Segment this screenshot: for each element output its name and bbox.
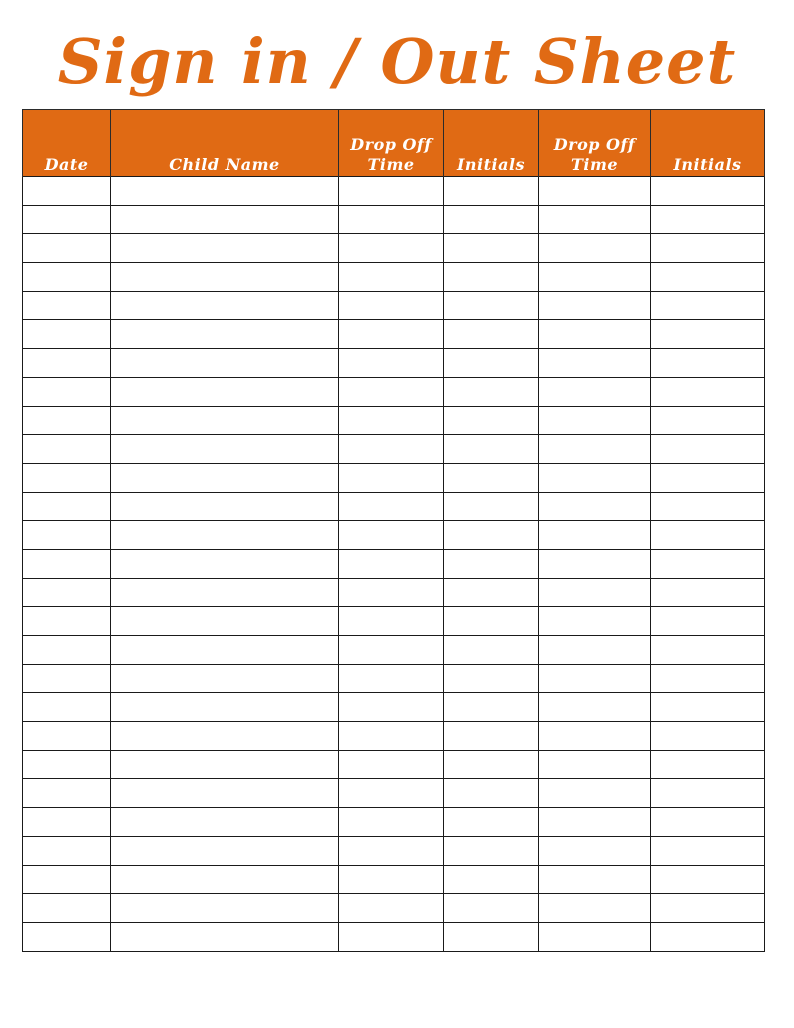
cell-pick-up-time[interactable] xyxy=(539,722,651,751)
cell-drop-off-initials[interactable] xyxy=(444,521,539,550)
cell-date[interactable] xyxy=(23,636,111,665)
cell-drop-off-initials[interactable] xyxy=(444,177,539,206)
cell-date[interactable] xyxy=(23,492,111,521)
cell-pick-up-initials[interactable] xyxy=(651,693,765,722)
header-initials-1 xyxy=(444,110,539,177)
cell-drop-off-time[interactable] xyxy=(339,435,444,464)
cell-pick-up-initials[interactable] xyxy=(651,808,765,837)
table-row xyxy=(23,779,765,808)
cell-drop-off-initials[interactable] xyxy=(444,693,539,722)
table-row xyxy=(23,549,765,578)
cell-drop-off-time[interactable] xyxy=(339,865,444,894)
cell-child-name[interactable] xyxy=(111,664,339,693)
cell-drop-off-time[interactable] xyxy=(339,177,444,206)
header-initials-2-label: Initials xyxy=(673,155,742,174)
cell-pick-up-time[interactable] xyxy=(539,549,651,578)
cell-drop-off-initials[interactable] xyxy=(444,549,539,578)
header-child-name xyxy=(111,110,339,177)
cell-date[interactable] xyxy=(23,894,111,923)
cell-date[interactable] xyxy=(23,865,111,894)
cell-pick-up-time[interactable] xyxy=(539,750,651,779)
cell-drop-off-initials[interactable] xyxy=(444,263,539,292)
cell-pick-up-time[interactable] xyxy=(539,922,651,951)
table-row xyxy=(23,894,765,923)
cell-child-name[interactable] xyxy=(111,865,339,894)
cell-pick-up-initials[interactable] xyxy=(651,291,765,320)
header-initials-2 xyxy=(651,110,765,177)
cell-drop-off-time[interactable] xyxy=(339,234,444,263)
table-row xyxy=(23,607,765,636)
table-row xyxy=(23,865,765,894)
cell-date[interactable] xyxy=(23,664,111,693)
cell-date[interactable] xyxy=(23,291,111,320)
cell-pick-up-initials[interactable] xyxy=(651,492,765,521)
cell-pick-up-time[interactable] xyxy=(539,320,651,349)
cell-child-name[interactable] xyxy=(111,377,339,406)
table-row xyxy=(23,578,765,607)
cell-pick-up-initials[interactable] xyxy=(651,664,765,693)
cell-pick-up-initials[interactable] xyxy=(651,320,765,349)
cell-pick-up-initials[interactable] xyxy=(651,865,765,894)
header-row xyxy=(23,110,765,177)
table-row xyxy=(23,463,765,492)
cell-pick-up-time[interactable] xyxy=(539,693,651,722)
table-row xyxy=(23,263,765,292)
cell-drop-off-time[interactable] xyxy=(339,808,444,837)
cell-date[interactable] xyxy=(23,549,111,578)
cell-date[interactable] xyxy=(23,377,111,406)
table-row xyxy=(23,406,765,435)
cell-child-name[interactable] xyxy=(111,177,339,206)
cell-drop-off-initials[interactable] xyxy=(444,865,539,894)
cell-date[interactable] xyxy=(23,463,111,492)
cell-child-name[interactable] xyxy=(111,836,339,865)
cell-drop-off-time[interactable] xyxy=(339,578,444,607)
cell-child-name[interactable] xyxy=(111,234,339,263)
cell-pick-up-time[interactable] xyxy=(539,263,651,292)
cell-drop-off-initials[interactable] xyxy=(444,607,539,636)
cell-drop-off-time[interactable] xyxy=(339,263,444,292)
cell-child-name[interactable] xyxy=(111,808,339,837)
cell-pick-up-time[interactable] xyxy=(539,865,651,894)
cell-drop-off-initials[interactable] xyxy=(444,291,539,320)
cell-drop-off-time[interactable] xyxy=(339,693,444,722)
cell-pick-up-time[interactable] xyxy=(539,664,651,693)
table-row xyxy=(23,234,765,263)
cell-child-name[interactable] xyxy=(111,578,339,607)
cell-drop-off-initials[interactable] xyxy=(444,722,539,751)
header-drop-off-time-line-2: Time xyxy=(367,155,415,174)
cell-pick-up-time[interactable] xyxy=(539,349,651,378)
cell-child-name[interactable] xyxy=(111,205,339,234)
table-row xyxy=(23,435,765,464)
cell-date[interactable] xyxy=(23,406,111,435)
cell-drop-off-time[interactable] xyxy=(339,922,444,951)
header-drop-off-time-2-line-1: Drop Off xyxy=(553,135,636,154)
cell-drop-off-initials[interactable] xyxy=(444,234,539,263)
cell-date[interactable] xyxy=(23,836,111,865)
cell-drop-off-time[interactable] xyxy=(339,205,444,234)
cell-date[interactable] xyxy=(23,320,111,349)
cell-date[interactable] xyxy=(23,922,111,951)
cell-drop-off-time[interactable] xyxy=(339,349,444,378)
cell-pick-up-initials[interactable] xyxy=(651,521,765,550)
header-date-label: Date xyxy=(44,155,89,174)
cell-drop-off-time[interactable] xyxy=(339,779,444,808)
cell-pick-up-time[interactable] xyxy=(539,836,651,865)
header-drop-off-time-2 xyxy=(539,110,651,177)
cell-pick-up-time[interactable] xyxy=(539,435,651,464)
header-child-name-label: Child Name xyxy=(169,155,280,174)
cell-child-name[interactable] xyxy=(111,922,339,951)
cell-pick-up-time[interactable] xyxy=(539,578,651,607)
cell-drop-off-initials[interactable] xyxy=(444,836,539,865)
cell-child-name[interactable] xyxy=(111,435,339,464)
cell-drop-off-time[interactable] xyxy=(339,607,444,636)
cell-child-name[interactable] xyxy=(111,291,339,320)
cell-drop-off-initials[interactable] xyxy=(444,377,539,406)
cell-pick-up-time[interactable] xyxy=(539,779,651,808)
cell-pick-up-initials[interactable] xyxy=(651,177,765,206)
cell-pick-up-time[interactable] xyxy=(539,607,651,636)
cell-child-name[interactable] xyxy=(111,607,339,636)
sign-in-out-table xyxy=(22,109,765,952)
cell-drop-off-initials[interactable] xyxy=(444,664,539,693)
table-row xyxy=(23,492,765,521)
cell-drop-off-initials[interactable] xyxy=(444,349,539,378)
cell-drop-off-initials[interactable] xyxy=(444,435,539,464)
cell-drop-off-initials[interactable] xyxy=(444,406,539,435)
table-row xyxy=(23,205,765,234)
cell-date[interactable] xyxy=(23,722,111,751)
cell-pick-up-initials[interactable] xyxy=(651,779,765,808)
cell-date[interactable] xyxy=(23,435,111,464)
cell-pick-up-time[interactable] xyxy=(539,406,651,435)
cell-child-name[interactable] xyxy=(111,549,339,578)
cell-child-name[interactable] xyxy=(111,349,339,378)
table-row xyxy=(23,320,765,349)
table-row xyxy=(23,836,765,865)
cell-date[interactable] xyxy=(23,263,111,292)
table-row xyxy=(23,808,765,837)
cell-date[interactable] xyxy=(23,808,111,837)
cell-date[interactable] xyxy=(23,521,111,550)
cell-drop-off-initials[interactable] xyxy=(444,750,539,779)
cell-pick-up-initials[interactable] xyxy=(651,722,765,751)
cell-drop-off-initials[interactable] xyxy=(444,636,539,665)
cell-date[interactable] xyxy=(23,234,111,263)
header-date xyxy=(23,110,111,177)
cell-date[interactable] xyxy=(23,578,111,607)
cell-child-name[interactable] xyxy=(111,750,339,779)
table-row xyxy=(23,693,765,722)
cell-date[interactable] xyxy=(23,693,111,722)
cell-pick-up-initials[interactable] xyxy=(651,836,765,865)
cell-pick-up-time[interactable] xyxy=(539,636,651,665)
cell-pick-up-initials[interactable] xyxy=(651,263,765,292)
table-row xyxy=(23,722,765,751)
cell-child-name[interactable] xyxy=(111,894,339,923)
cell-child-name[interactable] xyxy=(111,463,339,492)
cell-pick-up-time[interactable] xyxy=(539,492,651,521)
cell-pick-up-initials[interactable] xyxy=(651,406,765,435)
cell-date[interactable] xyxy=(23,349,111,378)
cell-drop-off-time[interactable] xyxy=(339,463,444,492)
cell-child-name[interactable] xyxy=(111,636,339,665)
cell-pick-up-initials[interactable] xyxy=(651,607,765,636)
cell-drop-off-time[interactable] xyxy=(339,549,444,578)
cell-pick-up-initials[interactable] xyxy=(651,435,765,464)
cell-child-name[interactable] xyxy=(111,693,339,722)
cell-pick-up-initials[interactable] xyxy=(651,636,765,665)
cell-drop-off-initials[interactable] xyxy=(444,779,539,808)
cell-pick-up-time[interactable] xyxy=(539,808,651,837)
cell-drop-off-time[interactable] xyxy=(339,664,444,693)
cell-drop-off-initials[interactable] xyxy=(444,320,539,349)
cell-drop-off-time[interactable] xyxy=(339,722,444,751)
cell-drop-off-time[interactable] xyxy=(339,291,444,320)
cell-pick-up-time[interactable] xyxy=(539,291,651,320)
table-row xyxy=(23,177,765,206)
cell-drop-off-initials[interactable] xyxy=(444,492,539,521)
cell-drop-off-initials[interactable] xyxy=(444,205,539,234)
table-row xyxy=(23,521,765,550)
table-row xyxy=(23,636,765,665)
cell-pick-up-initials[interactable] xyxy=(651,894,765,923)
table-row xyxy=(23,750,765,779)
cell-drop-off-initials[interactable] xyxy=(444,578,539,607)
table-row xyxy=(23,664,765,693)
cell-pick-up-initials[interactable] xyxy=(651,377,765,406)
cell-drop-off-time[interactable] xyxy=(339,377,444,406)
cell-child-name[interactable] xyxy=(111,263,339,292)
cell-child-name[interactable] xyxy=(111,521,339,550)
header-initials-1-label: Initials xyxy=(456,155,526,174)
cell-date[interactable] xyxy=(23,779,111,808)
cell-pick-up-time[interactable] xyxy=(539,894,651,923)
cell-child-name[interactable] xyxy=(111,722,339,751)
table-row xyxy=(23,349,765,378)
cell-child-name[interactable] xyxy=(111,492,339,521)
cell-pick-up-initials[interactable] xyxy=(651,922,765,951)
header-drop-off-time-line-1: Drop Off xyxy=(350,135,432,154)
cell-pick-up-time[interactable] xyxy=(539,234,651,263)
cell-pick-up-initials[interactable] xyxy=(651,205,765,234)
cell-drop-off-time[interactable] xyxy=(339,406,444,435)
cell-date[interactable] xyxy=(23,205,111,234)
cell-drop-off-initials[interactable] xyxy=(444,463,539,492)
cell-pick-up-time[interactable] xyxy=(539,463,651,492)
table-row xyxy=(23,291,765,320)
cell-drop-off-time[interactable] xyxy=(339,492,444,521)
cell-pick-up-time[interactable] xyxy=(539,377,651,406)
cell-pick-up-initials[interactable] xyxy=(651,463,765,492)
cell-drop-off-initials[interactable] xyxy=(444,808,539,837)
cell-drop-off-time[interactable] xyxy=(339,521,444,550)
cell-date[interactable] xyxy=(23,750,111,779)
cell-drop-off-time[interactable] xyxy=(339,894,444,923)
cell-child-name[interactable] xyxy=(111,779,339,808)
cell-pick-up-initials[interactable] xyxy=(651,750,765,779)
cell-date[interactable] xyxy=(23,177,111,206)
sheet-body xyxy=(23,177,765,952)
cell-pick-up-time[interactable] xyxy=(539,521,651,550)
cell-pick-up-time[interactable] xyxy=(539,205,651,234)
cell-pick-up-initials[interactable] xyxy=(651,578,765,607)
cell-drop-off-initials[interactable] xyxy=(444,922,539,951)
cell-child-name[interactable] xyxy=(111,320,339,349)
cell-child-name[interactable] xyxy=(111,406,339,435)
sheet-title: Sign in / Out Sheet xyxy=(57,25,737,98)
table-row xyxy=(23,377,765,406)
cell-drop-off-initials[interactable] xyxy=(444,894,539,923)
cell-pick-up-time[interactable] xyxy=(539,177,651,206)
cell-pick-up-initials[interactable] xyxy=(651,349,765,378)
header-drop-off-time xyxy=(339,110,444,177)
cell-drop-off-time[interactable] xyxy=(339,750,444,779)
cell-pick-up-initials[interactable] xyxy=(651,549,765,578)
cell-drop-off-time[interactable] xyxy=(339,320,444,349)
header-drop-off-time-2-line-2: Time xyxy=(570,155,619,174)
cell-drop-off-time[interactable] xyxy=(339,836,444,865)
cell-drop-off-time[interactable] xyxy=(339,636,444,665)
cell-pick-up-initials[interactable] xyxy=(651,234,765,263)
table-row xyxy=(23,922,765,951)
cell-date[interactable] xyxy=(23,607,111,636)
